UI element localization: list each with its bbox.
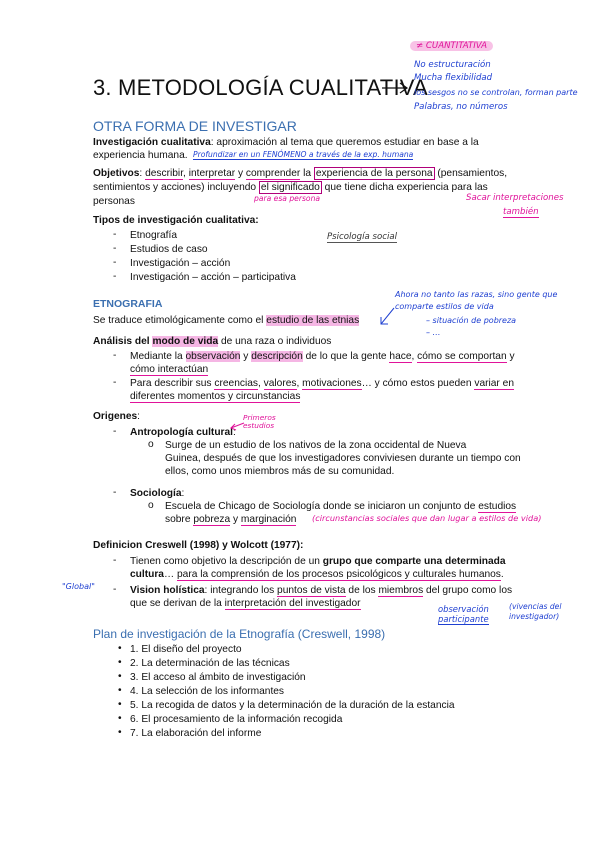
list-item: Para describir sus creencias, valores, motivaciones… y cómo estos pueden variar en [130, 378, 514, 389]
paragraph-antro: Guinea, después de que los investigadores conviviesen durante un tiempo con [165, 453, 521, 464]
list-item-line2: cómo interactúan [130, 364, 209, 375]
note: Sacar interpretaciones [466, 193, 564, 203]
note: observación participante [438, 604, 489, 624]
list-item: 5. La recogida de datos y la determinación de la duración de la estancia [130, 700, 455, 711]
list-item: 4. La selección de los informantes [130, 686, 285, 697]
note: (vivencias del investigador) [509, 602, 562, 621]
note: No estructuración [414, 60, 491, 70]
note: Mucha flexibilidad [414, 73, 493, 83]
paragraph-socio-line2: sobre pobreza y marginación [165, 514, 297, 525]
section-heading: OTRA FORMA DE INVESTIGAR [93, 118, 297, 134]
note: "Global" [62, 582, 95, 591]
document-page: 3. METODOLOGÍA CUALITATIVA ≠ CUANTITATIVA No estructuración Mucha flexibilidad los sesgos no se controlan, forman parte Palabras, no números OTRA FORMA DE INVESTIGAR Investigación cualitativa: aproximación al tema que queremos estudiar en base a la experiencia humana. Profundizar en un FENÓMENO a través de la exp. humana Objetivos: describir, interpretar y comprender la experiencia de la persona (pensamientos, sentimientos y acciones) incluyendo el significado que tiene dicha experiencia para las personas para esa persona Sacar interpretaciones también Tipos de investigación cualitativa: - Etnografía - Estudios de caso - Investigación – acción - Investigación – acción – participativa Psicología social ETNOGRAFIA Se traduce etimológicamente como el estudio de las etnias Ahora no tanto las razas, sino gente que comparte estilos de vida – situación de pobreza – … Análisis del modo de vida de una raza o individuos - Mediante la observación y descripción de lo que la gente hace, cómo se comportan y cómo interactúan - Para describir sus creencias, valores, motivaciones… y cómo estos pueden variar en diferentes momentos y circunstancias Origenes: - Antropología cultural: Primeros estudios o Surge de un estudio de los nativos de la zona occidental de Nueva Guinea, después de que los investigadores conviviesen durante un tiempo con ellos, como unos miembros más de su comunidad. - Sociología: o Escuela de Chicago de Sociología donde se iniciaron un conjunto de estudios sobre pobreza y marginación (circunstancias sociales que dan lugar a estilos de vida) Definicion Creswell (1998) y Wolcott (1977): - Tienen como objetivo la descripción de un grupo que comparte una determinada cultura… para la comprensión de los procesos psicológicos y culturales humanos. - Vision holística: integrando los puntos de vista de los miembros del grupo como los que se derivan de la interpretación del investigador "Global" observación participante (vivencias del investigador) Plan de investigación de la Etnografía (Creswell, 1998) • 1. El diseño del proyecto • 2. La determinación de las técnicas • 3. El acceso al ámbito de investigación • 4. La selección de los informantes • 5. La recogida de datos y la determinación de la duración de la estancia • 6. El procesamiento de la información recogida • 7. La elaboración del informe [62, 41, 578, 739]
paragraph-objectives-line3: personas [93, 196, 135, 207]
arrow-icon [228, 420, 246, 432]
section-heading: Plan de investigación de la Etnografía (Creswell, 1998) [93, 627, 386, 641]
list-item: Investigación – acción [130, 258, 231, 269]
paragraph-analysis: Análisis del modo de vida de una raza o individuos [93, 336, 332, 347]
list-item: Mediante la observación y descripción de lo que la gente hace, cómo se comportan y [130, 351, 515, 362]
types-label: Tipos de investigación cualitativa: [93, 215, 259, 226]
paragraph-objectives: Objetivos: describir, interpretar y comprender la experiencia de la persona (pensamientos, [93, 168, 508, 179]
list-item: 2. La determinación de las técnicas [130, 658, 290, 669]
socio-label: Sociología: [130, 488, 185, 499]
page-title: 3. METODOLOGÍA CUALITATIVA [93, 75, 428, 100]
note: (circunstancias sociales que dan lugar a estilos de vida) [312, 513, 542, 523]
note: Palabras, no números [414, 102, 508, 112]
paragraph-intro: Se traduce etimológicamente como el estudio de las etnias [93, 315, 360, 326]
note: los sesgos no se controlan, forman parte [414, 88, 578, 97]
list-item: 6. El procesamiento de la información recogida [130, 714, 343, 725]
paragraph-objectives-line2: sentimientos y acciones) incluyendo el significado que tiene dicha experiencia para las [93, 182, 488, 193]
list-item: 1. El diseño del proyecto [130, 644, 242, 655]
list-item: Etnografía [130, 230, 178, 241]
paragraph-socio: Escuela de Chicago de Sociología donde se iniciaron un conjunto de estudios [165, 501, 517, 512]
list-item-line2: cultura… para la comprensión de los procesos psicológicos y culturales humanos. [130, 569, 504, 580]
origins-label: Origenes: [93, 411, 141, 422]
paragraph-definition-line2: experiencia humana. [93, 150, 188, 161]
note: Primeros estudios [243, 413, 276, 430]
list-item: Investigación – acción – participativa [130, 272, 296, 283]
arrow-icon [378, 306, 398, 328]
note: Psicología social [327, 232, 398, 242]
note: Profundizar en un FENÓMENO a través de la exp. humana [193, 150, 414, 159]
note: para esa persona [254, 194, 321, 203]
note: Ahora no tanto las razas, sino gente que [395, 290, 558, 299]
note: – situación de pobreza [426, 316, 517, 325]
list-item: Tienen como objetivo la descripción de un grupo que comparte una determinada [130, 556, 506, 567]
list-item-line2: diferentes momentos y circunstancias [130, 391, 301, 402]
list-item-line2: que se derivan de la interpretación del investigador [130, 598, 361, 609]
note-cuantitativa: ≠ CUANTITATIVA [410, 41, 493, 51]
list-item: 3. El acceso al ámbito de investigación [130, 672, 306, 683]
note: – … [426, 328, 441, 337]
arrow-icon [380, 80, 410, 96]
paragraph-antro: Surge de un estudio de los nativos de la zona occidental de Nueva [165, 440, 467, 451]
section-heading: ETNOGRAFIA [93, 298, 163, 310]
creswell-label: Definicion Creswell (1998) y Wolcott (1977): [93, 540, 304, 551]
list-item: Vision holística: integrando los puntos de vista de los miembros del grupo como los [130, 585, 513, 596]
antro-label: Antropología cultural: [130, 427, 236, 438]
note: comparte estilos de vida [395, 302, 494, 311]
note: también [503, 207, 539, 217]
paragraph-antro: ellos, como unos miembros más de su comunidad. [165, 466, 395, 477]
list-item: 7. La elaboración del informe [130, 728, 262, 739]
paragraph-definition: Investigación cualitativa: aproximación al tema que queremos estudiar en base a la [93, 137, 479, 148]
list-item: Estudios de caso [130, 244, 208, 255]
